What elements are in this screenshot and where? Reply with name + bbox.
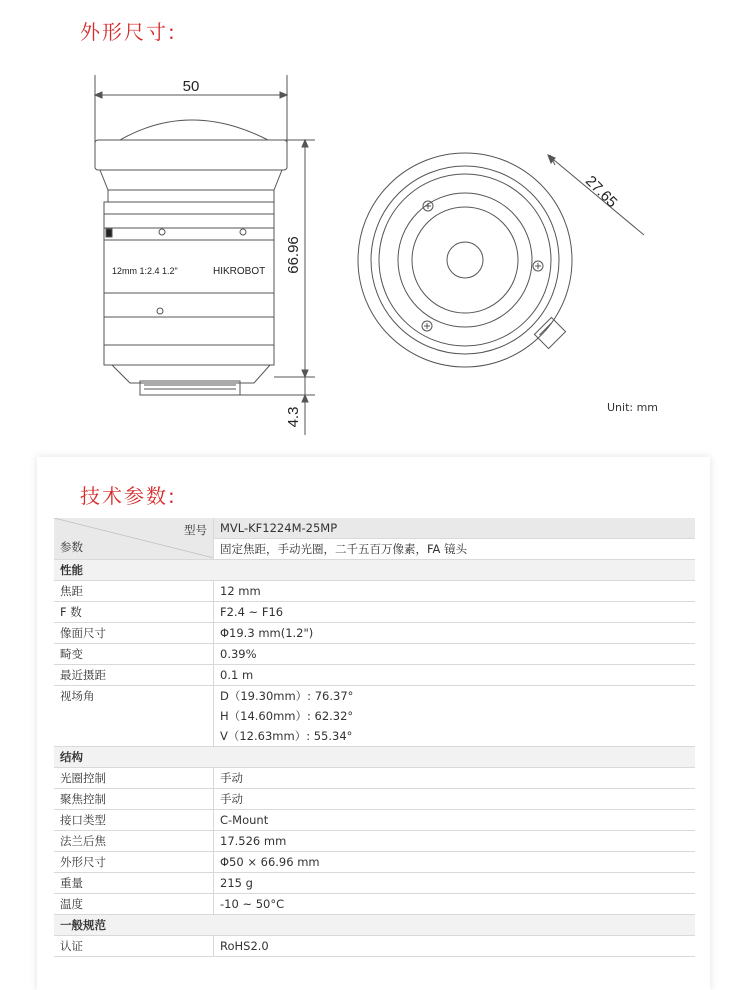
fov-diagonal: D（19.30mm）: 76.37°: [220, 689, 354, 703]
table-row: F 数 F2.4 ~ F16: [54, 602, 695, 623]
unit-note: Unit: mm: [607, 401, 659, 414]
table-row: 畸变 0.39%: [54, 644, 695, 665]
model-number: MVL-KF1224M-25MP: [214, 518, 695, 539]
header-param-label: 参数: [60, 540, 83, 554]
header-model-label: 型号: [184, 523, 207, 537]
dim-width-label: 50: [182, 78, 200, 95]
table-row: 最近摄距 0.1 m: [54, 665, 695, 686]
table-row: 聚焦控制 手动: [54, 789, 695, 810]
lens-dimension-drawing: [0, 55, 750, 455]
table-row: 温度 -10 ~ 50°C: [54, 894, 695, 915]
dim-mount-label: 4.3: [285, 406, 302, 428]
dimensions-title: 外形尺寸:: [80, 20, 177, 44]
table-row: 像面尺寸 Φ19.3 mm(1.2"): [54, 623, 695, 644]
specs-title: 技术参数:: [80, 484, 177, 508]
model-description: 固定焦距，手动光圈，二千五百万像素，FA 镜头: [214, 539, 695, 559]
table-row: 光圈控制 手动: [54, 768, 695, 789]
header-corner: [54, 518, 214, 560]
table-row: 法兰后焦 17.526 mm: [54, 831, 695, 852]
dim-height-label: 66.96: [285, 236, 302, 274]
group-structure: 结构: [54, 747, 695, 768]
table-row: 外形尺寸 Φ50 × 66.96 mm: [54, 852, 695, 873]
fov-horizontal: H（14.60mm）: 62.32°: [220, 709, 354, 723]
table-row: 接口类型 C-Mount: [54, 810, 695, 831]
group-general: 一般规范: [54, 915, 695, 936]
table-row: 认证 RoHS2.0: [54, 936, 695, 957]
fov-vertical: V（12.63mm）: 55.34°: [220, 729, 353, 743]
table-row-fov: 视场角 D（19.30mm）: 76.37° H（14.60mm）: 62.32° V（12.63mm）: 55.34°: [54, 686, 695, 747]
table-row: 焦距 12 mm: [54, 581, 695, 602]
header-values: [214, 518, 696, 560]
dim-front-label: 27.65: [581, 172, 621, 212]
lens-print-spec: 12mm 1:2.4 1.2": [112, 266, 178, 276]
spec-table: [54, 518, 695, 957]
lens-print-brand: HIKROBOT: [213, 266, 266, 277]
group-performance: 性能: [54, 560, 695, 581]
table-row: 重量 215 g: [54, 873, 695, 894]
